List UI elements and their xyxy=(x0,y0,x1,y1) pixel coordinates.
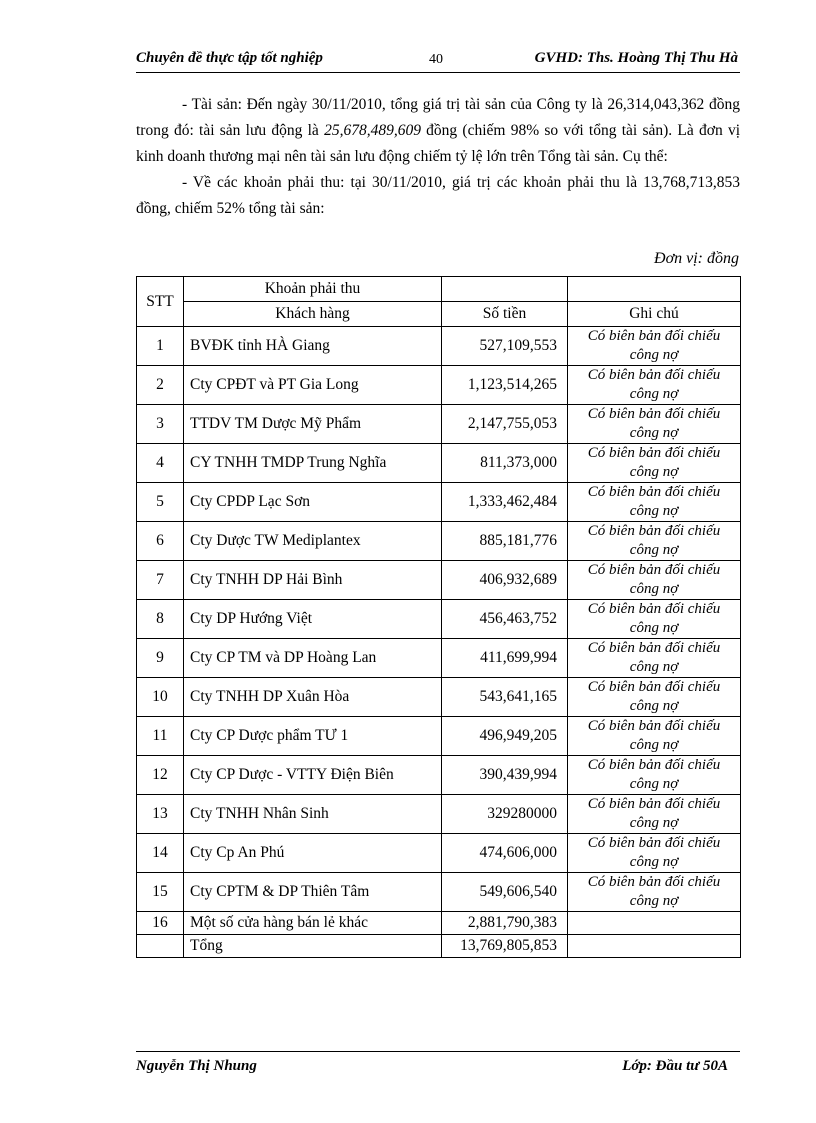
paragraph-assets: - Tài sản: Đến ngày 30/11/2010, tổng giá trị tài sản của Công ty là 26,314,043,362 đồng trong đó: tài sản lưu động là 25,678,489,609 đồng (chiếm 98% so với tổng tài sản). Là đơn vị kinh doanh thương mại nên tài sản lưu động chiếm tỷ lệ lớn trên Tổng tài sản. Cụ thể: xyxy=(136,96,740,165)
row-stt: 7 xyxy=(137,561,184,600)
total-label: Tổng xyxy=(184,935,442,958)
total-amount: 13,769,805,853 xyxy=(442,935,568,958)
header-amount: Số tiền xyxy=(442,302,568,327)
table-subheader-row xyxy=(137,302,741,327)
row-customer: Cty Dược TW Mediplantex xyxy=(184,522,442,561)
row-stt: 8 xyxy=(137,600,184,639)
page-header xyxy=(136,48,740,73)
table-row xyxy=(137,483,741,522)
row-amount: 390,439,994 xyxy=(442,756,568,795)
row-customer: TTDV TM Dược Mỹ Phẩm xyxy=(184,405,442,444)
total-row xyxy=(137,935,741,958)
table-row xyxy=(137,834,741,873)
row-stt: 12 xyxy=(137,756,184,795)
row-amount: 329280000 xyxy=(442,795,568,834)
row-stt: 13 xyxy=(137,795,184,834)
row-stt: 2 xyxy=(137,366,184,405)
row-note: Có biên bản đối chiếu công nợ xyxy=(568,522,741,561)
body-text xyxy=(136,92,740,222)
row-note: Có biên bản đối chiếu công nợ xyxy=(568,756,741,795)
footer-author: Nguyễn Thị Nhung xyxy=(136,1058,257,1074)
table-row xyxy=(137,912,741,935)
row-amount: 811,373,000 xyxy=(442,444,568,483)
header-note: Ghi chú xyxy=(568,302,741,327)
header-stt: STT xyxy=(137,277,184,327)
row-note: Có biên bản đối chiếu công nợ xyxy=(568,717,741,756)
header-title: Chuyên đề thực tập tốt nghiệp xyxy=(136,50,323,66)
footer-class: Lớp: Đầu tư 50A xyxy=(622,1058,728,1074)
row-amount: 2,881,790,383 xyxy=(442,912,568,935)
row-customer: Một số cửa hàng bán lẻ khác xyxy=(184,912,442,935)
row-note: Có biên bản đối chiếu công nợ xyxy=(568,444,741,483)
row-customer: Cty CP Dược - VTTY Điện Biên xyxy=(184,756,442,795)
row-customer: CY TNHH TMDP Trung Nghĩa xyxy=(184,444,442,483)
row-customer: Cty CP Dược phẩm TƯ 1 xyxy=(184,717,442,756)
unit-label: Đơn vị: đồng xyxy=(654,250,739,267)
row-amount: 496,949,205 xyxy=(442,717,568,756)
row-amount: 406,932,689 xyxy=(442,561,568,600)
row-stt: 1 xyxy=(137,327,184,366)
row-customer: Cty CP TM và DP Hoàng Lan xyxy=(184,639,442,678)
row-customer: Cty TNHH DP Xuân Hòa xyxy=(184,678,442,717)
row-amount: 549,606,540 xyxy=(442,873,568,912)
total-note xyxy=(568,935,741,958)
row-customer: Cty DP Hướng Việt xyxy=(184,600,442,639)
table-row xyxy=(137,405,741,444)
page-footer xyxy=(136,1051,740,1076)
table-row xyxy=(137,600,741,639)
row-note: Có biên bản đối chiếu công nợ xyxy=(568,561,741,600)
row-customer: BVĐK tỉnh HÀ Giang xyxy=(184,327,442,366)
row-stt: 9 xyxy=(137,639,184,678)
row-note xyxy=(568,912,741,935)
table-row xyxy=(137,795,741,834)
header-customer: Khách hàng xyxy=(184,302,442,327)
row-customer: Cty CPĐT và PT Gia Long xyxy=(184,366,442,405)
row-amount: 474,606,000 xyxy=(442,834,568,873)
row-customer: Cty TNHH DP Hải Bình xyxy=(184,561,442,600)
row-note: Có biên bản đối chiếu công nợ xyxy=(568,366,741,405)
row-amount: 885,181,776 xyxy=(442,522,568,561)
table-row xyxy=(137,639,741,678)
row-stt: 4 xyxy=(137,444,184,483)
table-row xyxy=(137,717,741,756)
row-amount: 527,109,553 xyxy=(442,327,568,366)
row-stt: 3 xyxy=(137,405,184,444)
table-row xyxy=(137,522,741,561)
header-group: Khoản phải thu xyxy=(184,277,442,302)
row-stt: 5 xyxy=(137,483,184,522)
header-advisor: GVHD: Ths. Hoàng Thị Thu Hà xyxy=(534,50,738,66)
table-row xyxy=(137,327,741,366)
paragraph-receivables: - Về các khoản phải thu: tại 30/11/2010, giá trị các khoản phải thu là 13,768,713,853 đồng, chiếm 52% tổng tài sản: xyxy=(136,174,740,217)
row-stt: 10 xyxy=(137,678,184,717)
row-stt: 16 xyxy=(137,912,184,935)
table-row xyxy=(137,756,741,795)
table-row xyxy=(137,444,741,483)
row-amount: 1,123,514,265 xyxy=(442,366,568,405)
row-amount: 456,463,752 xyxy=(442,600,568,639)
row-note: Có biên bản đối chiếu công nợ xyxy=(568,405,741,444)
row-note: Có biên bản đối chiếu công nợ xyxy=(568,483,741,522)
row-note: Có biên bản đối chiếu công nợ xyxy=(568,678,741,717)
row-customer: Cty TNHH Nhân Sinh xyxy=(184,795,442,834)
row-amount: 543,641,165 xyxy=(442,678,568,717)
table-row xyxy=(137,678,741,717)
row-stt: 15 xyxy=(137,873,184,912)
row-customer: Cty CPDP Lạc Sơn xyxy=(184,483,442,522)
row-stt: 11 xyxy=(137,717,184,756)
row-customer: Cty Cp An Phú xyxy=(184,834,442,873)
table-header-row xyxy=(137,277,741,302)
row-stt: 14 xyxy=(137,834,184,873)
row-note: Có biên bản đối chiếu công nợ xyxy=(568,873,741,912)
table-row xyxy=(137,561,741,600)
table-row xyxy=(137,366,741,405)
receivables-table xyxy=(136,276,741,958)
row-note: Có biên bản đối chiếu công nợ xyxy=(568,639,741,678)
row-note: Có biên bản đối chiếu công nợ xyxy=(568,834,741,873)
total-stt xyxy=(137,935,184,958)
row-note: Có biên bản đối chiếu công nợ xyxy=(568,327,741,366)
row-amount: 2,147,755,053 xyxy=(442,405,568,444)
row-amount: 1,333,462,484 xyxy=(442,483,568,522)
table-row xyxy=(137,873,741,912)
row-customer: Cty CPTM & DP Thiên Tâm xyxy=(184,873,442,912)
row-amount: 411,699,994 xyxy=(442,639,568,678)
row-stt: 6 xyxy=(137,522,184,561)
page-number: 40 xyxy=(429,52,443,67)
current-assets-value: 25,678,489,609 xyxy=(324,122,421,139)
row-note: Có biên bản đối chiếu công nợ xyxy=(568,795,741,834)
row-note: Có biên bản đối chiếu công nợ xyxy=(568,600,741,639)
